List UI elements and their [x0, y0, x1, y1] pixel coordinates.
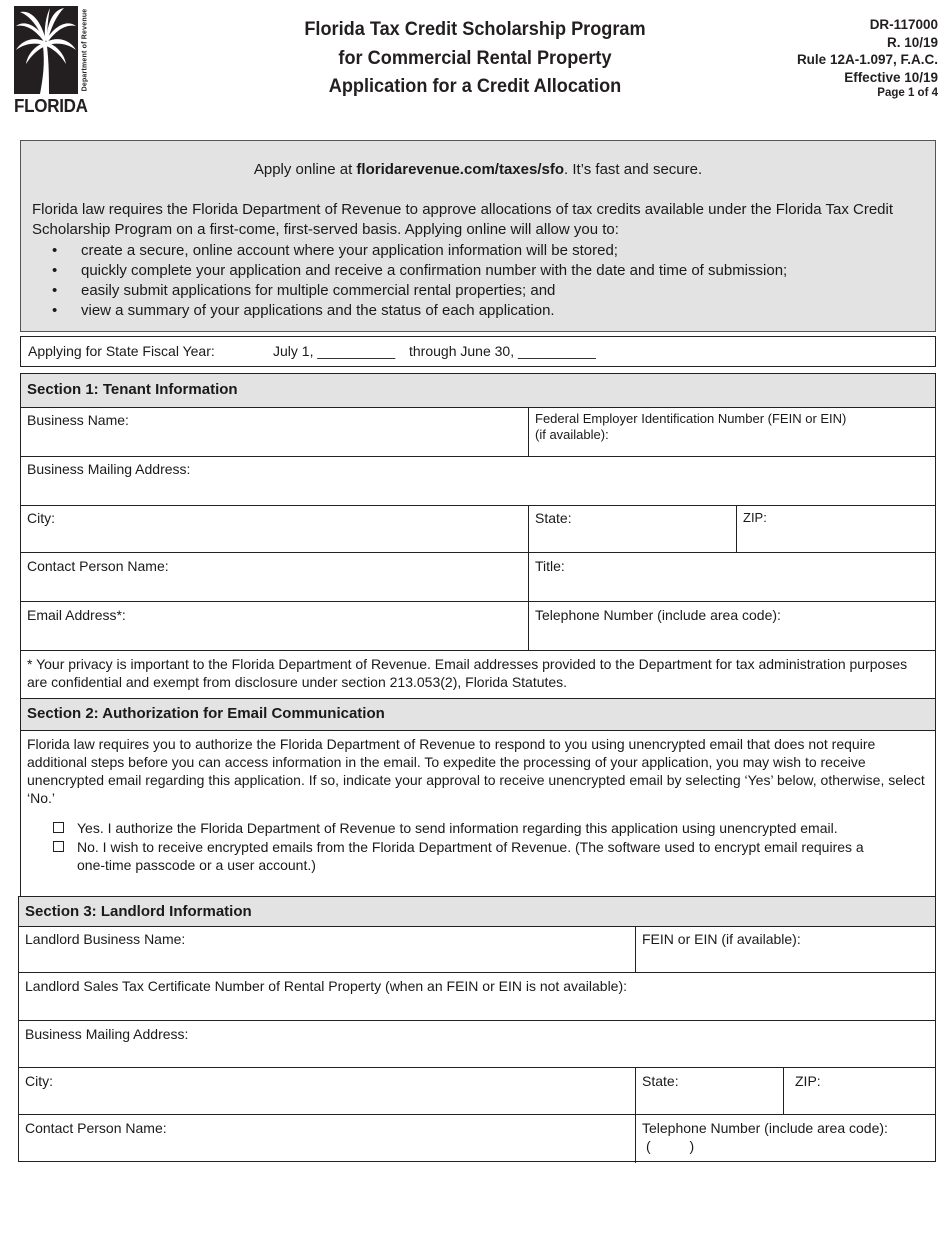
logo-subtext: Department of Revenue — [81, 8, 89, 92]
apply-online-prefix: Apply online at — [253, 161, 357, 178]
divider — [783, 1067, 784, 1114]
yes-option — [53, 819, 933, 837]
form-effective: Effective 10/19 — [844, 69, 938, 85]
telephone-field[interactable]: Telephone Number (include area code): — [535, 607, 781, 623]
landlord-mailing-address-field[interactable]: Business Mailing Address: — [25, 1026, 189, 1042]
title-line-3: Application for a Credit Allocation — [328, 75, 622, 97]
section-1-tenant-information — [20, 373, 936, 700]
title-field[interactable]: Title: — [535, 558, 565, 574]
business-name-field[interactable]: Business Name: — [27, 412, 129, 428]
divider — [21, 456, 935, 457]
yes-checkbox[interactable] — [53, 822, 64, 833]
online-url-link[interactable]: floridarevenue.com/taxes/sfo — [356, 161, 564, 178]
page-number: Page 1 of 4 — [877, 87, 938, 99]
contact-name-field[interactable]: Contact Person Name: — [27, 558, 169, 574]
divider — [736, 505, 737, 552]
form-rule: Rule 12A-1.097, F.A.C. — [796, 52, 938, 67]
fiscal-year-to-field[interactable]: through June 30, __________ — [409, 343, 596, 359]
fiscal-year-label: Applying for State Fiscal Year: — [28, 343, 215, 359]
form-number: DR-117000 — [869, 17, 938, 32]
list-item: • view a summary of your applications and the status of each application. — [51, 301, 921, 321]
divider — [19, 972, 935, 973]
logo-wordmark: FLORIDA — [14, 95, 88, 116]
divider — [635, 927, 636, 972]
divider — [528, 505, 529, 650]
email-field[interactable]: Email Address*: — [27, 607, 126, 623]
section-2-email-authorization — [20, 698, 936, 897]
title-line-1: Florida Tax Credit Scholarship Program — [304, 18, 646, 40]
apply-online-line — [21, 161, 935, 178]
no-checkbox[interactable] — [53, 841, 64, 852]
list-item: • quickly complete your application and receive a confirmation number with the date and time of submission; — [51, 261, 921, 281]
divider — [21, 552, 935, 553]
form-info — [797, 16, 938, 101]
intro-box — [20, 140, 936, 332]
divider — [21, 505, 935, 506]
divider — [635, 1067, 636, 1163]
divider — [528, 408, 529, 456]
mailing-address-field[interactable]: Business Mailing Address: — [27, 461, 191, 477]
florida-dor-logo — [14, 6, 90, 116]
section-1-header: Section 1: Tenant Information — [21, 374, 935, 408]
landlord-business-name-field[interactable]: Landlord Business Name: — [25, 931, 186, 947]
section-2-header: Section 2: Authorization for Email Communication — [21, 699, 935, 731]
list-item: • create a secure, online account where your application information will be stored; — [51, 241, 921, 261]
fiscal-year-from-field[interactable]: July 1, __________ — [273, 343, 396, 359]
authorization-text: Florida law requires you to authorize the Florida Department of Revenue to respond to you using unencrypted email that does not require additional steps before you can access information in the email. To expedite the processing of your application, you may wish to receive unencrypted email regarding this application. If so, indicate your approval to receive unencrypted email by selecting ‘Yes’ below, otherwise, select ‘No.’ — [27, 736, 925, 806]
zip-field[interactable]: ZIP: — [743, 510, 767, 525]
landlord-city-field[interactable]: City: — [25, 1073, 53, 1089]
privacy-note: * Your privacy is important to the Florida Department of Revenue. Email addresses provided to the Department for tax administration purposes are confidential and exempt from disclosure under section 213.053(2), Florida Statutes. — [27, 656, 908, 690]
benefits-list — [51, 241, 921, 321]
tenant-fein-field[interactable] — [535, 411, 846, 443]
section-3-header: Section 3: Landlord Information — [19, 897, 935, 927]
divider — [19, 1114, 935, 1115]
form-title — [266, 15, 685, 101]
divider — [21, 601, 935, 602]
list-item: • easily submit applications for multiple commercial rental properties; and — [51, 281, 921, 301]
landlord-fein-field[interactable]: FEIN or EIN (if available): — [642, 931, 801, 947]
sales-tax-certificate-field[interactable]: Landlord Sales Tax Certificate Number of Rental Property (when an FEIN or EIN is not available): — [25, 978, 628, 994]
palm-tree-icon — [14, 6, 78, 94]
yes-option-label: Yes. I authorize the Florida Department of Revenue to send information regarding this application using unencrypted email. — [77, 820, 838, 836]
title-line-2: for Commercial Rental Property — [338, 46, 612, 69]
no-option-label: No. I wish to receive encrypted emails from the Florida Department of Revenue. (The software used to encrypt email requires a one-time passcode or a user account.) — [77, 839, 864, 873]
form-revision: R. 10/19 — [886, 34, 938, 50]
landlord-telephone-field[interactable]: Telephone Number (include area code): — [642, 1120, 888, 1136]
area-code-parens: ( ) — [646, 1138, 695, 1154]
divider — [19, 1067, 935, 1068]
state-field[interactable]: State: — [535, 510, 572, 526]
landlord-state-field[interactable]: State: — [642, 1073, 679, 1089]
city-field[interactable]: City: — [27, 510, 55, 526]
intro-paragraph: Florida law requires the Florida Department of Revenue to approve allocations of tax credits available under the Florida Tax Credit Scholarship Program on a first-come, first-served basis. Applying online will allow you to: — [32, 201, 894, 238]
divider — [21, 650, 935, 651]
landlord-contact-name-field[interactable]: Contact Person Name: — [25, 1120, 167, 1136]
section-3-landlord-information — [18, 896, 936, 1162]
landlord-zip-field[interactable]: ZIP: — [795, 1073, 821, 1089]
tenant-fein-label-2: (if available): — [535, 427, 609, 442]
apply-online-suffix: . It’s fast and secure. — [564, 161, 703, 178]
tenant-fein-label-1: Federal Employer Identification Number (FEIN or EIN) — [535, 411, 847, 426]
fiscal-year-row — [20, 336, 936, 367]
no-option — [53, 838, 933, 874]
divider — [19, 1020, 935, 1021]
